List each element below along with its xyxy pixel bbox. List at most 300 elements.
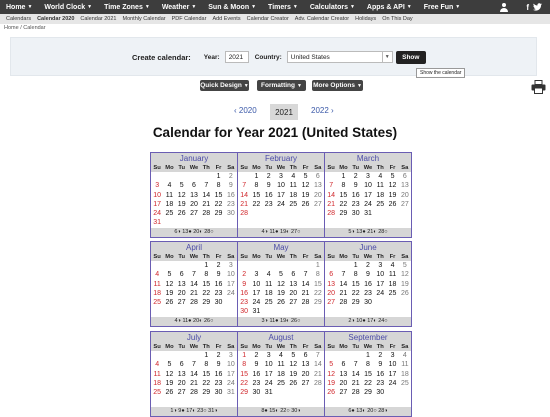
day-cell[interactable]: 23: [351, 200, 360, 208]
day-cell[interactable]: 7: [204, 182, 209, 190]
day-cell[interactable]: 9: [228, 182, 233, 190]
day-cell[interactable]: 21: [351, 379, 360, 387]
day-cell[interactable]: 1: [353, 262, 358, 269]
day-cell[interactable]: 21: [240, 200, 249, 208]
day-cell[interactable]: 4: [155, 271, 160, 279]
day-cell[interactable]: 6: [291, 271, 296, 279]
day-cell[interactable]: 26: [165, 299, 174, 307]
day-cell[interactable]: 5: [390, 173, 395, 180]
day-cell[interactable]: 27: [177, 389, 186, 397]
day-cell[interactable]: 12: [301, 182, 310, 190]
day-cell[interactable]: 31: [226, 389, 235, 397]
day-cell[interactable]: 13: [327, 280, 336, 288]
formatting-button[interactable]: [257, 80, 306, 91]
month-name[interactable]: January: [151, 153, 237, 164]
day-cell[interactable]: 20: [313, 191, 322, 199]
day-cell[interactable]: 25: [277, 379, 285, 387]
day-cell[interactable]: 7: [192, 271, 196, 279]
day-cell[interactable]: 11: [289, 182, 297, 190]
day-cell[interactable]: 22: [364, 379, 372, 387]
day-cell[interactable]: 10: [277, 182, 285, 190]
day-cell[interactable]: 2: [228, 173, 233, 180]
day-cell[interactable]: 18: [277, 370, 285, 378]
day-cell[interactable]: 15: [214, 191, 223, 199]
day-cell[interactable]: 19: [327, 379, 336, 387]
day-cell[interactable]: 29: [313, 299, 322, 307]
day-cell[interactable]: 19: [388, 191, 397, 199]
quick-design-button[interactable]: [200, 80, 249, 91]
next-year-link[interactable]: 2022 ›: [311, 106, 334, 115]
subnav-calendar-creator[interactable]: Calendar Creator: [246, 16, 289, 22]
day-cell[interactable]: 21: [190, 379, 198, 387]
country-select[interactable]: United States: [287, 51, 383, 63]
day-cell[interactable]: 9: [378, 361, 383, 369]
day-cell[interactable]: 5: [167, 361, 172, 369]
subnav-calendar-2020[interactable]: Calendar 2020: [37, 16, 75, 22]
day-cell[interactable]: 18: [153, 289, 162, 297]
day-cell[interactable]: 12: [388, 182, 397, 190]
day-cell[interactable]: 28: [202, 210, 211, 218]
day-cell[interactable]: 7: [192, 361, 196, 369]
day-cell[interactable]: 31: [252, 308, 261, 316]
day-cell[interactable]: 2: [366, 262, 370, 269]
day-cell[interactable]: 18: [153, 379, 162, 387]
day-cell[interactable]: 4: [266, 271, 271, 279]
day-cell[interactable]: 21: [202, 200, 211, 208]
day-cell[interactable]: 29: [339, 210, 348, 218]
day-cell[interactable]: 16: [214, 370, 223, 378]
day-cell[interactable]: 3: [228, 352, 233, 359]
day-cell[interactable]: 29: [351, 299, 360, 307]
day-cell[interactable]: 14: [351, 370, 360, 378]
day-cell[interactable]: 2: [266, 173, 271, 180]
day-cell[interactable]: 24: [226, 379, 235, 387]
day-cell[interactable]: 22: [240, 379, 249, 387]
day-cell[interactable]: 23: [214, 289, 223, 297]
day-cell[interactable]: 31: [364, 210, 372, 218]
day-cell[interactable]: 28: [301, 299, 310, 307]
day-cell[interactable]: 1: [216, 173, 221, 180]
subnav-monthly-calendar[interactable]: Monthly Calendar: [122, 16, 166, 22]
nav-timers[interactable]: [262, 0, 304, 14]
day-cell[interactable]: 26: [400, 289, 409, 297]
day-cell[interactable]: 8: [242, 361, 247, 369]
day-cell[interactable]: 9: [353, 182, 358, 190]
day-cell[interactable]: 24: [388, 379, 397, 387]
day-cell[interactable]: 9: [266, 182, 271, 190]
day-cell[interactable]: 15: [313, 280, 322, 288]
day-cell[interactable]: 28: [313, 379, 322, 387]
day-cell[interactable]: 10: [226, 361, 235, 369]
day-cell[interactable]: 11: [265, 280, 273, 288]
day-cell[interactable]: 16: [214, 280, 223, 288]
day-cell[interactable]: 27: [301, 379, 310, 387]
day-cell[interactable]: 19: [277, 289, 285, 297]
day-cell[interactable]: 27: [289, 299, 298, 307]
nav-world-clock[interactable]: [38, 0, 98, 14]
day-cell[interactable]: 1: [242, 352, 247, 359]
day-cell[interactable]: 7: [341, 271, 346, 279]
day-cell[interactable]: 8: [315, 271, 320, 279]
day-cell[interactable]: 6: [192, 182, 196, 190]
day-cell[interactable]: 18: [388, 280, 397, 288]
day-cell[interactable]: 26: [165, 389, 174, 397]
day-cell[interactable]: 12: [277, 280, 285, 288]
day-cell[interactable]: 30: [214, 299, 223, 307]
day-cell[interactable]: 12: [165, 280, 174, 288]
subnav-adv-calendar-creator[interactable]: Adv. Calendar Creator: [294, 16, 350, 22]
day-cell[interactable]: 17: [277, 191, 285, 199]
day-cell[interactable]: 4: [279, 352, 283, 359]
day-cell[interactable]: 13: [289, 280, 298, 288]
day-cell[interactable]: 20: [190, 200, 198, 208]
prev-year-link[interactable]: ‹ 2020: [234, 106, 257, 115]
day-cell[interactable]: 2: [254, 352, 259, 359]
day-cell[interactable]: 20: [339, 379, 348, 387]
day-cell[interactable]: 19: [165, 289, 174, 297]
day-cell[interactable]: 10: [226, 271, 235, 279]
day-cell[interactable]: 17: [252, 289, 261, 297]
day-cell[interactable]: 3: [228, 262, 233, 269]
day-cell[interactable]: 6: [303, 352, 308, 359]
day-cell[interactable]: 27: [177, 299, 186, 307]
day-cell[interactable]: 2: [216, 352, 221, 359]
day-cell[interactable]: 7: [315, 352, 320, 359]
day-cell[interactable]: 16: [364, 280, 372, 288]
day-cell[interactable]: 10: [376, 271, 385, 279]
day-cell[interactable]: 24: [277, 200, 285, 208]
day-cell[interactable]: 30: [214, 389, 223, 397]
day-cell[interactable]: 7: [242, 182, 247, 190]
month-name[interactable]: July: [151, 332, 237, 343]
day-cell[interactable]: 15: [364, 370, 372, 378]
day-cell[interactable]: 8: [204, 271, 209, 279]
day-cell[interactable]: 4: [155, 361, 160, 369]
day-cell[interactable]: 18: [264, 289, 273, 297]
day-cell[interactable]: 8: [254, 182, 259, 190]
day-cell[interactable]: 12: [289, 361, 298, 369]
day-cell[interactable]: 2: [216, 262, 221, 269]
day-cell[interactable]: 10: [252, 280, 261, 288]
month-name[interactable]: February: [238, 153, 324, 164]
day-cell[interactable]: 5: [279, 271, 283, 279]
day-cell[interactable]: 15: [202, 280, 211, 288]
day-cell[interactable]: 30: [240, 308, 249, 316]
day-cell[interactable]: 23: [226, 200, 235, 208]
day-cell[interactable]: 14: [327, 191, 336, 199]
day-cell[interactable]: 9: [242, 280, 247, 288]
day-cell[interactable]: 2: [353, 173, 358, 180]
day-cell[interactable]: 3: [266, 352, 271, 359]
day-cell[interactable]: 18: [165, 200, 174, 208]
day-cell[interactable]: 22: [202, 289, 211, 297]
day-cell[interactable]: 17: [376, 280, 385, 288]
nav-apps-api[interactable]: [361, 0, 418, 14]
day-cell[interactable]: 8: [353, 271, 358, 279]
day-cell[interactable]: 10: [388, 361, 397, 369]
day-cell[interactable]: 28: [339, 299, 348, 307]
nav-sun-moon[interactable]: [202, 0, 262, 14]
day-cell[interactable]: 24: [153, 210, 162, 218]
day-cell[interactable]: 10: [364, 182, 372, 190]
day-cell[interactable]: 11: [376, 182, 384, 190]
day-cell[interactable]: 21: [301, 289, 310, 297]
day-cell[interactable]: 26: [289, 379, 298, 387]
day-cell[interactable]: 8: [341, 182, 346, 190]
day-cell[interactable]: 8: [204, 361, 209, 369]
day-cell[interactable]: 20: [327, 289, 336, 297]
day-cell[interactable]: 14: [313, 361, 322, 369]
day-cell[interactable]: 15: [252, 191, 261, 199]
nav-calculators[interactable]: [304, 0, 361, 14]
day-cell[interactable]: 11: [388, 271, 397, 279]
day-cell[interactable]: 22: [252, 200, 261, 208]
day-cell[interactable]: 4: [402, 352, 407, 359]
subnav-holidays[interactable]: Holidays: [355, 16, 377, 22]
subnav-on-this-day[interactable]: On This Day: [382, 16, 413, 22]
day-cell[interactable]: 30: [351, 210, 360, 218]
day-cell[interactable]: 12: [165, 370, 174, 378]
day-cell[interactable]: 6: [329, 271, 334, 279]
month-name[interactable]: August: [238, 332, 324, 343]
day-cell[interactable]: 3: [366, 173, 370, 180]
day-cell[interactable]: 11: [153, 370, 161, 378]
day-cell[interactable]: 27: [327, 299, 336, 307]
day-cell[interactable]: 14: [202, 191, 211, 199]
facebook-icon[interactable]: f: [526, 2, 529, 12]
day-cell[interactable]: 4: [167, 182, 172, 190]
day-cell[interactable]: 20: [301, 370, 310, 378]
day-cell[interactable]: 1: [204, 262, 209, 269]
day-cell[interactable]: 3: [378, 262, 383, 269]
day-cell[interactable]: 16: [226, 191, 235, 199]
day-cell[interactable]: 29: [240, 389, 249, 397]
day-cell[interactable]: 29: [202, 389, 211, 397]
day-cell[interactable]: 25: [165, 210, 174, 218]
day-cell[interactable]: 17: [226, 370, 235, 378]
day-cell[interactable]: 9: [216, 361, 221, 369]
day-cell[interactable]: 3: [254, 271, 259, 279]
more-options-button[interactable]: [312, 80, 363, 91]
day-cell[interactable]: 20: [177, 379, 186, 387]
day-cell[interactable]: 16: [264, 191, 273, 199]
day-cell[interactable]: 12: [177, 191, 186, 199]
day-cell[interactable]: 30: [376, 389, 385, 397]
day-cell[interactable]: 29: [202, 299, 211, 307]
nav-weather[interactable]: [156, 0, 202, 14]
year-input[interactable]: 2021: [225, 51, 249, 63]
day-cell[interactable]: 17: [264, 370, 273, 378]
day-cell[interactable]: 15: [351, 280, 360, 288]
day-cell[interactable]: 6: [402, 173, 407, 180]
day-cell[interactable]: 28: [190, 299, 198, 307]
day-cell[interactable]: 31: [264, 389, 273, 397]
day-cell[interactable]: 9: [254, 361, 259, 369]
day-cell[interactable]: 20: [289, 289, 298, 297]
day-cell[interactable]: 30: [226, 210, 235, 218]
day-cell[interactable]: 18: [289, 191, 298, 199]
day-cell[interactable]: 25: [400, 379, 409, 387]
day-cell[interactable]: 19: [301, 191, 310, 199]
nav-time-zones[interactable]: [98, 0, 156, 14]
day-cell[interactable]: 27: [400, 200, 409, 208]
day-cell[interactable]: 20: [400, 191, 409, 199]
day-cell[interactable]: 26: [301, 200, 310, 208]
day-cell[interactable]: 22: [313, 289, 322, 297]
day-cell[interactable]: 7: [303, 271, 308, 279]
day-cell[interactable]: 29: [214, 210, 223, 218]
day-cell[interactable]: 19: [165, 379, 174, 387]
day-cell[interactable]: 28: [351, 389, 360, 397]
day-cell[interactable]: 18: [400, 370, 409, 378]
day-cell[interactable]: 12: [327, 370, 336, 378]
day-cell[interactable]: 5: [179, 182, 184, 190]
day-cell[interactable]: 5: [167, 271, 172, 279]
day-cell[interactable]: 28: [240, 210, 249, 218]
day-cell[interactable]: 10: [264, 361, 273, 369]
day-cell[interactable]: 26: [388, 200, 397, 208]
day-cell[interactable]: 11: [165, 191, 174, 199]
day-cell[interactable]: 11: [401, 361, 409, 369]
day-cell[interactable]: 2: [242, 271, 247, 279]
day-cell[interactable]: 7: [329, 182, 334, 190]
day-cell[interactable]: 22: [339, 200, 348, 208]
day-cell[interactable]: 5: [303, 173, 308, 180]
day-cell[interactable]: 16: [252, 370, 261, 378]
day-cell[interactable]: 5: [402, 262, 407, 269]
day-cell[interactable]: 14: [190, 280, 198, 288]
day-cell[interactable]: 25: [289, 200, 298, 208]
day-cell[interactable]: 21: [190, 289, 198, 297]
day-cell[interactable]: 27: [339, 389, 348, 397]
day-cell[interactable]: 23: [252, 379, 261, 387]
day-cell[interactable]: 22: [202, 379, 211, 387]
day-cell[interactable]: 24: [364, 200, 372, 208]
day-cell[interactable]: 27: [190, 210, 198, 218]
day-cell[interactable]: 17: [153, 200, 162, 208]
day-cell[interactable]: 23: [240, 299, 249, 307]
day-cell[interactable]: 4: [291, 173, 296, 180]
day-cell[interactable]: 24: [264, 379, 273, 387]
month-name[interactable]: May: [238, 242, 324, 253]
day-cell[interactable]: 12: [400, 271, 409, 279]
day-cell[interactable]: 20: [177, 289, 186, 297]
day-cell[interactable]: 14: [339, 280, 348, 288]
breadcrumb[interactable]: Home / Calendar: [4, 25, 46, 31]
day-cell[interactable]: 24: [252, 299, 261, 307]
day-cell[interactable]: 25: [376, 200, 385, 208]
day-cell[interactable]: 26: [277, 299, 285, 307]
day-cell[interactable]: 9: [216, 271, 221, 279]
day-cell[interactable]: 16: [376, 370, 385, 378]
subnav-add-events[interactable]: Add Events: [212, 16, 241, 22]
subnav-pdf-calendar[interactable]: PDF Calendar: [171, 16, 207, 22]
day-cell[interactable]: 21: [313, 370, 322, 378]
twitter-icon[interactable]: [533, 3, 542, 11]
day-cell[interactable]: 29: [364, 389, 372, 397]
subnav-calendar-2021[interactable]: Calendar 2021: [80, 16, 117, 22]
show-button[interactable]: Show: [396, 51, 426, 64]
day-cell[interactable]: 13: [177, 370, 186, 378]
day-cell[interactable]: 26: [177, 210, 186, 218]
day-cell[interactable]: 23: [264, 200, 273, 208]
day-cell[interactable]: 3: [155, 182, 160, 190]
day-cell[interactable]: 25: [264, 299, 273, 307]
day-cell[interactable]: 17: [364, 191, 372, 199]
day-cell[interactable]: 30: [364, 299, 372, 307]
day-cell[interactable]: 13: [313, 182, 322, 190]
month-name[interactable]: April: [151, 242, 237, 253]
day-cell[interactable]: 6: [315, 173, 320, 180]
day-cell[interactable]: 15: [240, 370, 249, 378]
day-cell[interactable]: 13: [177, 280, 186, 288]
day-cell[interactable]: 10: [153, 191, 162, 199]
subnav-calendars[interactable]: Calendars: [6, 16, 32, 22]
day-cell[interactable]: 13: [339, 370, 348, 378]
nav-free-fun[interactable]: [418, 0, 467, 14]
day-cell[interactable]: 23: [376, 379, 385, 387]
day-cell[interactable]: 1: [204, 352, 209, 359]
day-cell[interactable]: 13: [301, 361, 310, 369]
day-cell[interactable]: 1: [366, 352, 370, 359]
month-name[interactable]: June: [325, 242, 411, 253]
day-cell[interactable]: 5: [291, 352, 296, 359]
day-cell[interactable]: 30: [252, 389, 261, 397]
day-cell[interactable]: 1: [254, 173, 259, 180]
day-cell[interactable]: 16: [351, 191, 360, 199]
day-cell[interactable]: 18: [376, 191, 385, 199]
day-cell[interactable]: 9: [366, 271, 370, 279]
day-cell[interactable]: 31: [153, 219, 162, 227]
day-cell[interactable]: 3: [390, 352, 395, 359]
day-cell[interactable]: 21: [327, 200, 336, 208]
day-cell[interactable]: 19: [289, 370, 298, 378]
month-name[interactable]: March: [325, 153, 411, 164]
day-cell[interactable]: 8: [216, 182, 221, 190]
day-cell[interactable]: 15: [339, 191, 348, 199]
day-cell[interactable]: 13: [190, 191, 198, 199]
day-cell[interactable]: 23: [214, 379, 223, 387]
chevron-down-icon[interactable]: ▼: [383, 51, 393, 63]
day-cell[interactable]: 19: [177, 200, 186, 208]
day-cell[interactable]: 17: [226, 280, 235, 288]
day-cell[interactable]: 6: [179, 271, 184, 279]
day-cell[interactable]: 28: [327, 210, 336, 218]
user-icon[interactable]: [499, 3, 508, 12]
day-cell[interactable]: 27: [313, 200, 322, 208]
day-cell[interactable]: 3: [279, 173, 283, 180]
day-cell[interactable]: 26: [327, 389, 336, 397]
printer-icon[interactable]: [531, 80, 546, 94]
day-cell[interactable]: 13: [400, 182, 409, 190]
day-cell[interactable]: 2: [378, 352, 383, 359]
day-cell[interactable]: 11: [277, 361, 285, 369]
day-cell[interactable]: 8: [366, 361, 370, 369]
day-cell[interactable]: 5: [329, 361, 334, 369]
day-cell[interactable]: 22: [351, 289, 360, 297]
day-cell[interactable]: 14: [301, 280, 310, 288]
day-cell[interactable]: 28: [190, 389, 198, 397]
day-cell[interactable]: 11: [153, 280, 161, 288]
day-cell[interactable]: 17: [388, 370, 397, 378]
day-cell[interactable]: 1: [315, 262, 320, 269]
day-cell[interactable]: 15: [202, 370, 211, 378]
day-cell[interactable]: 25: [153, 389, 162, 397]
day-cell[interactable]: 6: [179, 361, 184, 369]
day-cell[interactable]: 23: [364, 289, 372, 297]
day-cell[interactable]: 22: [214, 200, 223, 208]
day-cell[interactable]: 21: [339, 289, 348, 297]
